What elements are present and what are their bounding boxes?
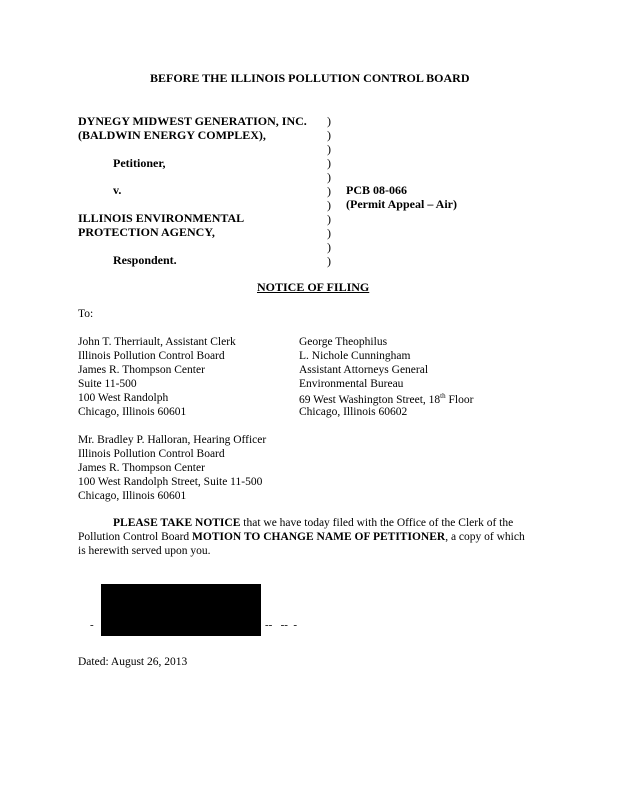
recipient-address-line [299,392,473,406]
recipient-line: George Theophilus [299,336,388,348]
recipient-line: Assistant Attorneys General [299,364,429,376]
caption-paren: ) [327,212,331,226]
petitioner-role: Petitioner, [113,156,166,170]
recipient-line: Chicago, Illinois 60601 [78,406,187,418]
notice-body-line1 [113,517,513,529]
case-number: PCB 08-066 [346,183,407,197]
signature-line-mark: - [90,619,94,631]
notice-lead: PLEASE TAKE NOTICE [113,517,241,529]
caption-paren: ) [327,198,331,212]
caption-paren: ) [327,240,331,254]
recipient-line: Mr. Bradley P. Halloran, Hearing Officer [78,434,267,446]
respondent-role: Respondent. [113,253,177,267]
notice-body-line3: is herewith served upon you. [78,545,211,557]
notice-text: Pollution Control Board [78,531,193,543]
floor-word: Floor [445,393,474,406]
notice-body-line2 [78,531,525,543]
recipient-line: Suite 11-500 [78,378,137,390]
recipient-line: James R. Thompson Center [78,364,205,376]
notice-text: , a copy of which [445,531,525,543]
caption-paren: ) [327,156,331,170]
recipient-line: John T. Therriault, Assistant Clerk [78,336,236,348]
respondent-name-line2: PROTECTION AGENCY, [78,225,215,239]
signature-line-mark: -- -- - [265,619,298,631]
recipient-line: James R. Thompson Center [78,462,205,474]
motion-title: MOTION TO CHANGE NAME OF PETITIONER [192,531,446,543]
caption-paren: ) [327,128,331,142]
recipient-line: 100 West Randolph Street, Suite 11-500 [78,476,263,488]
case-type: (Permit Appeal – Air) [346,197,457,211]
caption-paren: ) [327,170,331,184]
versus: v. [113,183,122,197]
petitioner-name-line1: DYNEGY MIDWEST GENERATION, INC. [78,114,307,128]
caption-paren: ) [327,142,331,156]
recipient-line: 100 West Randolph [78,392,169,404]
recipient-line: Chicago, Illinois 60602 [299,406,408,418]
recipient-line: L. Nichole Cunningham [299,350,411,362]
recipient-street: 69 West Washington Street, 18 [299,393,441,406]
board-title: BEFORE THE ILLINOIS POLLUTION CONTROL BOARD [150,71,470,85]
respondent-name-line1: ILLINOIS ENVIRONMENTAL [78,211,245,225]
caption-paren: ) [327,254,331,268]
redacted-signature [101,584,261,636]
dated-line: Dated: August 26, 2013 [78,656,188,668]
floor-superscript: th [440,392,446,400]
caption-paren: ) [327,226,331,240]
recipient-line: Environmental Bureau [299,378,404,390]
recipient-line: Illinois Pollution Control Board [78,350,225,362]
to-label: To: [78,308,94,320]
notice-text: that we have today filed with the Office of the Clerk of the [240,517,514,529]
notice-title: NOTICE OF FILING [257,280,370,294]
petitioner-name-line2: (BALDWIN ENERGY COMPLEX), [78,128,266,142]
recipient-line: Chicago, Illinois 60601 [78,490,187,502]
caption-paren: ) [327,184,331,198]
recipient-line: Illinois Pollution Control Board [78,448,225,460]
caption-paren: ) [327,114,331,128]
